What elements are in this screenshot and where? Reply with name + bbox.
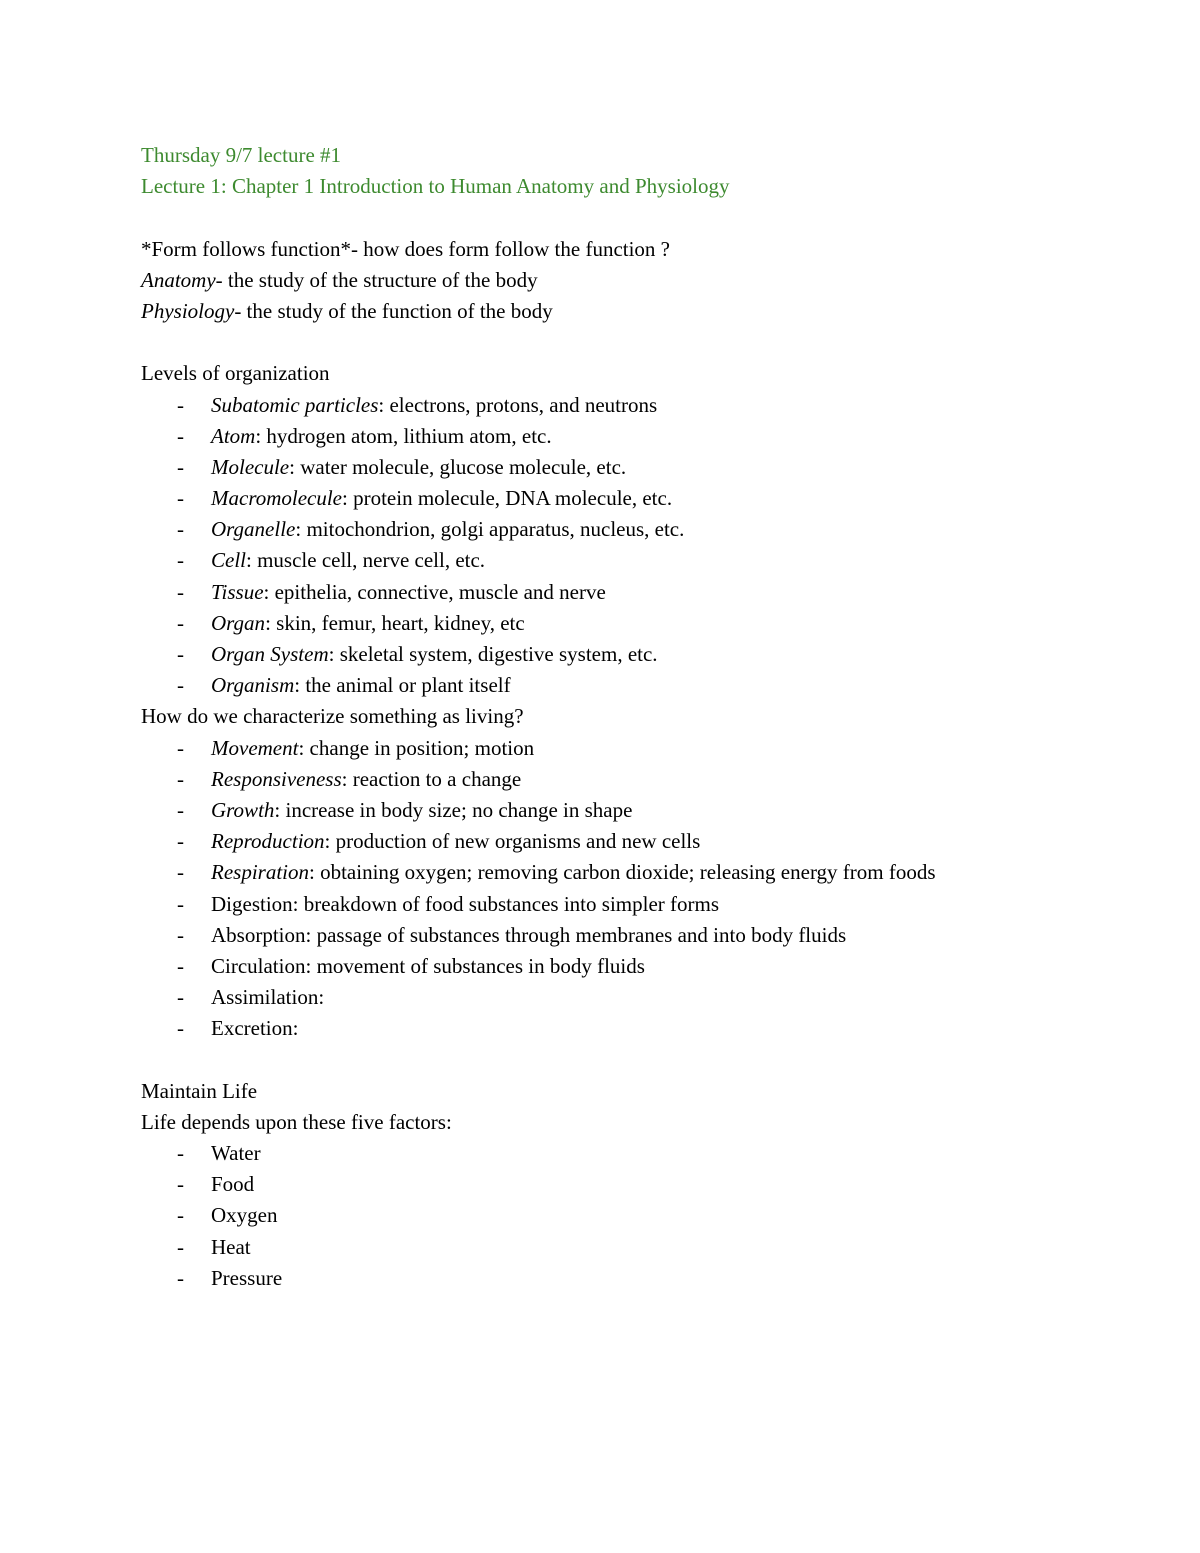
list-item [141,639,1121,670]
dash-bullet: - [177,486,184,511]
item-term: Growth [211,797,275,822]
item-def: : reaction to a change [341,766,522,791]
item-def: : protein molecule, DNA molecule, etc. [342,486,673,511]
list-item [141,1200,1121,1231]
maintain-list [141,1138,1121,1294]
list-item [141,545,1121,576]
item-def: : epithelia, connective, muscle and nerve [263,579,606,604]
item-def: Assimilation: [211,985,325,1010]
item-term: Responsiveness [211,766,342,791]
dash-bullet: - [177,829,184,854]
item-term: Macromolecule [211,486,343,511]
dash-bullet: - [177,735,184,760]
lecture-title: Lecture 1: Chapter 1 Introduction to Human Anatomy and Physiology [141,174,730,199]
dash-bullet: - [177,953,184,978]
item-def: : increase in body size; no change in shape [274,797,633,822]
physiology-definition [141,296,1121,327]
dash-bullet: - [177,610,184,635]
item-def: Excretion: [211,1016,299,1041]
list-item [141,514,1121,545]
item-def: : electrons, protons, and neutrons [378,392,658,417]
item-text: Heat [211,1234,251,1259]
list-item [141,889,1121,920]
dash-bullet: - [177,1265,184,1290]
physiology-term: Physiology [141,298,235,323]
item-term: Respiration [211,860,309,885]
anatomy-term: Anatomy [141,267,216,292]
list-item [141,1013,1121,1044]
list-item [141,1263,1121,1294]
dash-bullet: - [177,642,184,666]
dash-bullet: - [177,1016,184,1041]
item-def: Absorption: passage of substances through membranes and into body fluids [211,922,847,947]
dash-bullet: - [177,1203,184,1228]
dash-bullet: - [177,922,184,947]
list-item [141,920,1121,951]
item-term: Movement [211,735,299,760]
dash-bullet: - [177,1141,184,1165]
list-item [141,982,1121,1013]
spacer [141,202,1121,233]
item-text: Water [211,1141,261,1165]
dash-bullet: - [177,797,184,822]
dash-bullet: - [177,579,184,604]
spacer [141,327,1121,358]
dash-bullet: - [177,423,184,448]
dash-bullet: - [177,891,184,916]
dash-bullet: - [177,673,184,698]
list-item [141,857,1121,888]
list-item [141,390,1121,421]
list-item [141,452,1121,483]
item-term: Organ System [211,642,329,666]
item-term: Organ [211,610,266,635]
living-heading: How do we characterize something as living? [141,704,524,729]
item-def: Digestion: breakdown of food substances into simpler forms [211,891,719,916]
form-follows-function: *Form follows function*- how does form follow the function ? [141,236,670,261]
item-term: Cell [211,548,246,573]
living-list [141,733,1121,1045]
item-def: : mitochondrion, golgi apparatus, nucleus, etc. [295,517,685,542]
list-item [141,1232,1121,1263]
dash-bullet: - [177,454,184,479]
date-line: Thursday 9/7 lecture #1 [141,143,342,167]
item-def: : production of new organisms and new cells [324,829,701,854]
document-page [141,140,1121,1294]
item-text: Food [211,1172,255,1197]
list-item [141,670,1121,701]
maintain-subheading: Life depends upon these five factors: [141,1109,452,1134]
anatomy-definition [141,265,1121,296]
item-term: Atom [211,423,256,448]
list-item [141,577,1121,608]
item-def: : change in position; motion [298,735,535,760]
dash-bullet: - [177,1234,184,1259]
list-item [141,421,1121,452]
item-def: : the animal or plant itself [294,673,511,698]
item-term: Organism [211,673,295,698]
dash-bullet: - [177,517,184,542]
maintain-heading: Maintain Life [141,1078,258,1103]
list-item [141,1169,1121,1200]
item-term: Reproduction [211,829,325,854]
spacer [141,1044,1121,1075]
item-def: : skeletal system, digestive system, etc. [328,642,658,666]
dash-bullet: - [177,985,184,1010]
physiology-def: - the study of the function of the body [234,298,553,323]
item-term: Tissue [211,579,264,604]
list-item [141,951,1121,982]
item-term: Molecule [211,454,290,479]
list-item [141,795,1121,826]
list-item [141,826,1121,857]
item-def: : water molecule, glucose molecule, etc. [289,454,627,479]
item-def: : skin, femur, heart, kidney, etc [265,610,525,635]
item-def: Circulation: movement of substances in body fluids [211,953,645,978]
anatomy-def: - the study of the structure of the body [215,267,538,292]
item-text: Pressure [211,1265,283,1290]
item-term: Organelle [211,517,296,542]
dash-bullet: - [177,392,184,417]
dash-bullet: - [177,1172,184,1197]
item-def: : hydrogen atom, lithium atom, etc. [255,423,552,448]
list-item [141,764,1121,795]
list-item [141,733,1121,764]
dash-bullet: - [177,766,184,791]
list-item [141,608,1121,639]
list-item [141,1138,1121,1169]
levels-heading: Levels of organization [141,361,330,386]
dash-bullet: - [177,860,184,885]
levels-list [141,390,1121,702]
item-text: Oxygen [211,1203,278,1228]
item-def: : muscle cell, nerve cell, etc. [246,548,486,573]
list-item [141,483,1121,514]
item-term: Subatomic particles [211,392,379,417]
dash-bullet: - [177,548,184,573]
item-def: : obtaining oxygen; removing carbon dioxide; releasing energy from foods [309,860,936,885]
